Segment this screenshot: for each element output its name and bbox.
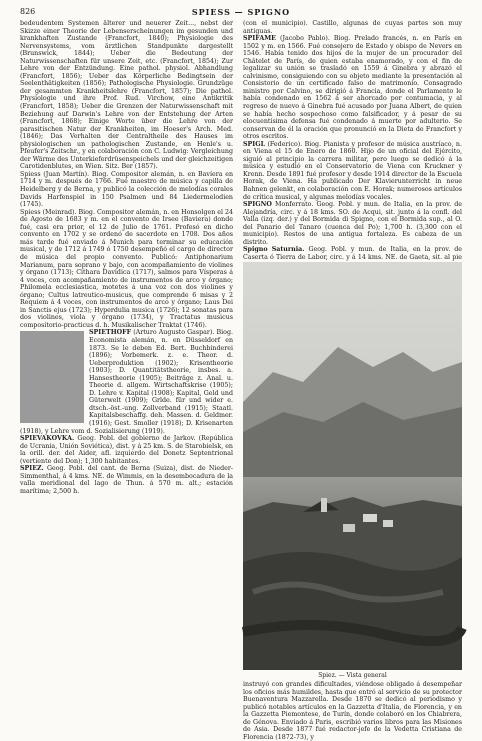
- entry-body: Monferrato. Geog. Pobl. y mun. de Italia, en la prov. de Alejandría, circ. y á 18 kms. SO. de Acqui, sit. junto á la confl. del Valla (izq. der.) y del Bormida di Spigno, con el Bormida sup., al O. del Panario del Tanaro (cuenca del Po); 1,700 h. (3,300 con el municipio). Restos de una antigua fortaleza. Es cabeza de un distrito.: [243, 201, 462, 246]
- landscape-image: [243, 262, 462, 670]
- spiethoff-portrait: [20, 331, 84, 423]
- spiez-photograph: [243, 262, 462, 670]
- page-header: [20, 6, 462, 18]
- entry-spievakovka: [20, 435, 233, 465]
- entry-spiez: [20, 465, 233, 495]
- page-number: 826: [20, 7, 36, 16]
- entry-spigl: [243, 141, 462, 201]
- left-column: [20, 20, 233, 680]
- entry-spiess-meinrad: Spiess (Meinrad). Biog. Compositor alemán, n. en Honsolgen el 24 de Agosto de 1683 y m. en el convento de Irsee (Baviera) donde fué, casi era prior, el 12 de Julio de 1761. Profesó en dicho convento en 1702 y se ordenó de sacerdote en 1708. Dos años más tarde fué enviado á Munich para terminar su educación musical, y de 1712 á 1749 ó 1750 desempeñó el cargo de director de música del propio convento. Publicó: Antiphonarium Marianum, para soprano y bajo, con acompañamiento de violines y órgano (1713); Cithara Davidica (1717), salmos para Vísperas á 4 voces, con acompañamiento de instrumentos de arco y órgano; Philomela ecclesiastica, motetes á una voz con dos violines y órgano; Cultus latreutico-musicus, que comprende 6 misas y 2 Requiem á 4 voces, con instrumentos de arco y órgano; Laus Dei in Sanctis ejus (1723); Hyperdulia musica (1726); 12 sonatas para dos violines, viola y órgano (1734), y Tractatus musicus compositorio-practicus d. h. Musikalischer Traktat (1746).: [20, 208, 234, 329]
- entry-spiess-martin: Spiess (Juan Martín). Biog. Compositor alemán, n. en Bavíera en 1714 y m. después de 1766. Fué maestro de música y capilla de Heidelberg y de Berna, y publicó la colección de melodías corales Davids Harfenspiel in 150 Psalmen und 84 Liedermelodien (1745).: [20, 170, 233, 209]
- headword-spigl: SPIGL: [243, 140, 266, 148]
- headword-spievakovka: SPIEVAKOVKA.: [20, 435, 75, 443]
- entry-body: Geog. Pobl. y mun. de Italia, en la prov. de Caserta ó Tierra de Labor, circ. y á 14 kms. NE. de Gaeta, sit. al pie: [243, 246, 462, 261]
- headword-spiethoff: SPIETHOFF: [89, 329, 132, 337]
- entry-body: (Arturo Augusto Gaspar). Biog. Economista alemán, n. en Düsseldorf en 1873. Se le deben Ed. Bert. Buchbinderei (1896); Vorbemerk. z. e. Theor. d. Ueberproduktion (1902); Krisentheorie (1903); D. Quantitätstheorie, insbes. a. Hansestheorie (1905); Beiträge z. Anal. u. Theorie d. allgem. Wirtschaftskrise (1905); D. Lehre v. Kapital (1908); Kapital, Geld und Güterwelt (1909); Grlde. für und wider e. dtsch.-öst.-ung. Zollverband (1915); Staatl. Kapitalsbeschaffg. deh. Massen. d. Geldmer. (1916); Gest. Smoller (1918); D. Krisenarten (1918), y Lehre vom d. Sozialisierung (1919).: [20, 329, 233, 435]
- entry-spiethoff: [20, 329, 233, 435]
- running-title: SPIESS — SPIGNO: [191, 7, 291, 17]
- entry-text: bedeudentem Systemen älterer und neuerer Zeit..., nebst der Skizze einer Theorie der Lebenserscheinungen im gesunden und krankhaften Zustande (Francfort, 1840); Physiologie des Nervensystems, vom ärztlichen Standpunkte dargestellt (Brunswick, 1844); Ueber die Bedeutung der Naturwissenschaften für unsere Zeit, etc. (Francfort, 1854); Zur Lehre von der Entzündung. Eine pathol. physiol. Abhandlung (Francfort, 1856); Ueber das Körperliche Bedingtsein der Seelenthätigkeiten (1856); Pathologische Physiologie. Grundzüge der gesammten Krankheitslehre (Francfort, 1857); Die pathol. Physiologie und ihre Prof. Rud. Virchow, eine Antikritik (Francfort, 1858); Ueber die Grenzen der Naturwissenschaft mit Beziehung auf Darwin's Lehre von der Entstehung der Arten (Francfort, 1868); Einige Worte über die Lehre von der parasitischen Natur der Krankheiten, im Hoeser's Arch. Med. (1846); Das Verhalten der Centraltheile des Hauses im physiologischen un pathologischen Zustande, en Henle's u. Pfeufer's Zeitschr., y en colaboración con C. Ludwig: Vergleichung der Wärme des Unterkieferdrüsenspeichels und der gleichzeitigen Carotidenblutes, en Wien. Sitz. Ber (1857).: [20, 20, 233, 171]
- entry-body: (Jacobo Pablo). Biog. Prelado francés, n. en París en 1502 y m. en 1566. Fué consejero de Estado y obispo de Nevers en 1546. Había tenido dos hijos de la mujer de un procurador del Châtelet de París, de quien estaba enamorado, y con el fin de legalizar su unión se trasladó en 1559 á Ginebra y abrazó el calvinismo, consiguiendo con su objeto mediante la presentación al Consistorio de un certificado falso de matrimonio. Consagrado ministro por Calvino, se dirigió á Francia, donde el Parlamento le había condenado en 1562 á ser ahorcado por contumacia, y al regreso de nuevo á Ginebra fué acusado por Juana Albert, de quien se había hecho sospechoso como falsificador, y á pesar de su elocuentísima defensa fué condenado á muerte por adulterio. Se conservan de él la oración que pronunció en la Dieta de Francfort y otros escritos.: [243, 35, 462, 141]
- entry-body: Geog. Pobl. del gobierno de Jarkov. (República de Ucrania, Unión Soviética), dist. y á 25 km. S. de Starobielsk, en la orill. der. del Aider, afl. izquierdo del Donetz Septentrional (vertiente del Don); 1,300 habitantes.: [20, 435, 233, 465]
- entry-body: (Federico). Biog. Pianista y profesor de música austríaco, n. en Viena el 15 de Enero de 1860. Hijo de un oficial del Ejército, siguió al principio la carrera militar, pero luego se dedicó á la música y estudió en el Conservatorio de Viena con Kruckner y Krenn. Desde 1891 fué profesor y desde 1914 director de la Escuela Horak, de Viena. Ha publicado Der Klavierunterricht in neue Bahnen gelenkt, en colaboración con E. Horak; numerosos artículos de crítica musical, y algunas melodías vocales.: [243, 140, 462, 201]
- photo-caption: Spiez. — Vista general: [318, 672, 387, 679]
- right-column-continued: instruyó con grandes dificultades, viéndose obligado á desempeñar los oficios más humildes, hasta que entró al servicio de su protector Buenaventura Mazzarella. Desde 1870 se dedicó al periodismo y publicó notables artículos en la Gazzetta d'Italia, de Florencia, y en la Gazzetta Piemontese, de Turín, donde colaboró en los Chiabrera, de Génova. Enviado á Paris, escribió varios libros para las Misiones de Asia. Desde 1877 fué redactor-jefe de la Vedetta Cristiana de Florencia (1872-73), y: [243, 681, 462, 741]
- entry-spifame: [243, 35, 462, 141]
- headword-spigno-saturnia: Spigno Saturnia.: [243, 246, 305, 254]
- headword-spifame: SPIFAME: [243, 35, 276, 43]
- entry-text: (con el municipio). Castillo, algunas de cuyas partes son muy antiguas.: [243, 20, 462, 35]
- entry-spigno: [243, 201, 462, 246]
- entry-body: Geog. Pobl. del cant. de Berna (Suiza), dist. de Nieder-Simmenthal, á 4 kms. NE. de Wimmis, en la desembocadura de la valla meridional del lago de Thun. á 570 m. alt.; estación marítima; 2,500 h.: [20, 465, 233, 495]
- right-column: [243, 20, 462, 261]
- headword-spigno: SPIGNO: [243, 201, 272, 209]
- headword-spiez: SPIEZ.: [20, 465, 44, 473]
